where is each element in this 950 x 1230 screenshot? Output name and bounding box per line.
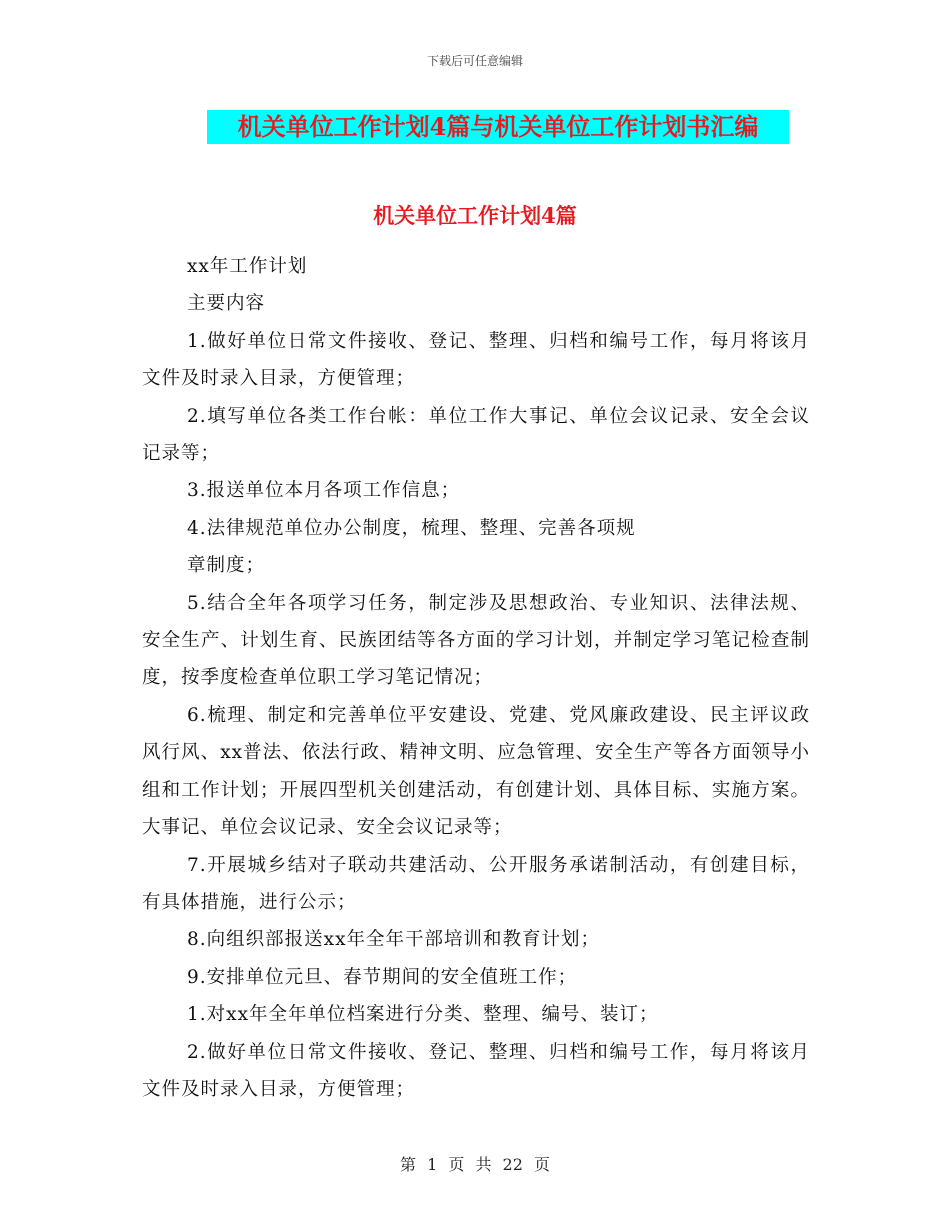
paragraph: 8.向组织部报送xx年全年干部培训和教育计划； <box>187 929 601 951</box>
paragraph: xx年工作计划 <box>187 256 308 277</box>
main-title: 机关单位工作计划4篇与机关单位工作计划书汇编 <box>207 110 789 144</box>
paragraph: 3.报送单位本月各项工作信息； <box>187 480 461 502</box>
document-body <box>142 248 810 1108</box>
paragraph: 章制度； <box>187 555 266 577</box>
paragraph: 1.对xx年全年单位档案进行分类、整理、编号、装订； <box>187 1004 659 1026</box>
paragraph: 主要内容 <box>187 293 266 315</box>
paragraph: 1.做好单位日常文件接收、登记、整理、归档和编号工作，每月将该月文件及时录入目录，方便管理； <box>142 330 810 390</box>
paragraph: 5.结合全年各项学习任务，制定涉及思想政治、专业知识、法律法规、安全生产、计划生育、民族团结等各方面的学习计划，并制定学习笔记检查制度，按季度检查单位职工学习笔记情况； <box>142 592 810 689</box>
paragraph: 6.梳理、制定和完善单位平安建设、党建、党风廉政建设、民主评议政风行风、xx普法、依法行政、精神文明、应急管理、安全生产等各方面领导小组和工作计划；开展四型机关创建活动，有创建计划、具体目标、实施方案。大事记、单位会议记录、安全会议记录等； <box>142 704 810 839</box>
paragraph: 4.法律规范单位办公制度，梳理、整理、完善各项规 <box>187 517 636 539</box>
paragraph: 9.安排单位元旦、春节期间的安全值班工作； <box>187 966 578 988</box>
paragraph: 2.做好单位日常文件接收、登记、整理、归档和编号工作，每月将该月文件及时录入目录，方便管理； <box>142 1041 810 1100</box>
page-number-footer: 第 1 页 共 22 页 <box>400 1155 550 1174</box>
paragraph: 7.开展城乡结对子联动共建活动、公开服务承诺制活动，有创建目标，有具体措施，进行公示； <box>142 854 810 913</box>
sub-title: 机关单位工作计划4篇 <box>373 203 577 228</box>
paragraph: 2.填写单位各类工作台帐：单位工作大事记、单位会议记录、安全会议记录等； <box>142 405 810 465</box>
header-note: 下载后可任意编辑 <box>426 54 523 68</box>
